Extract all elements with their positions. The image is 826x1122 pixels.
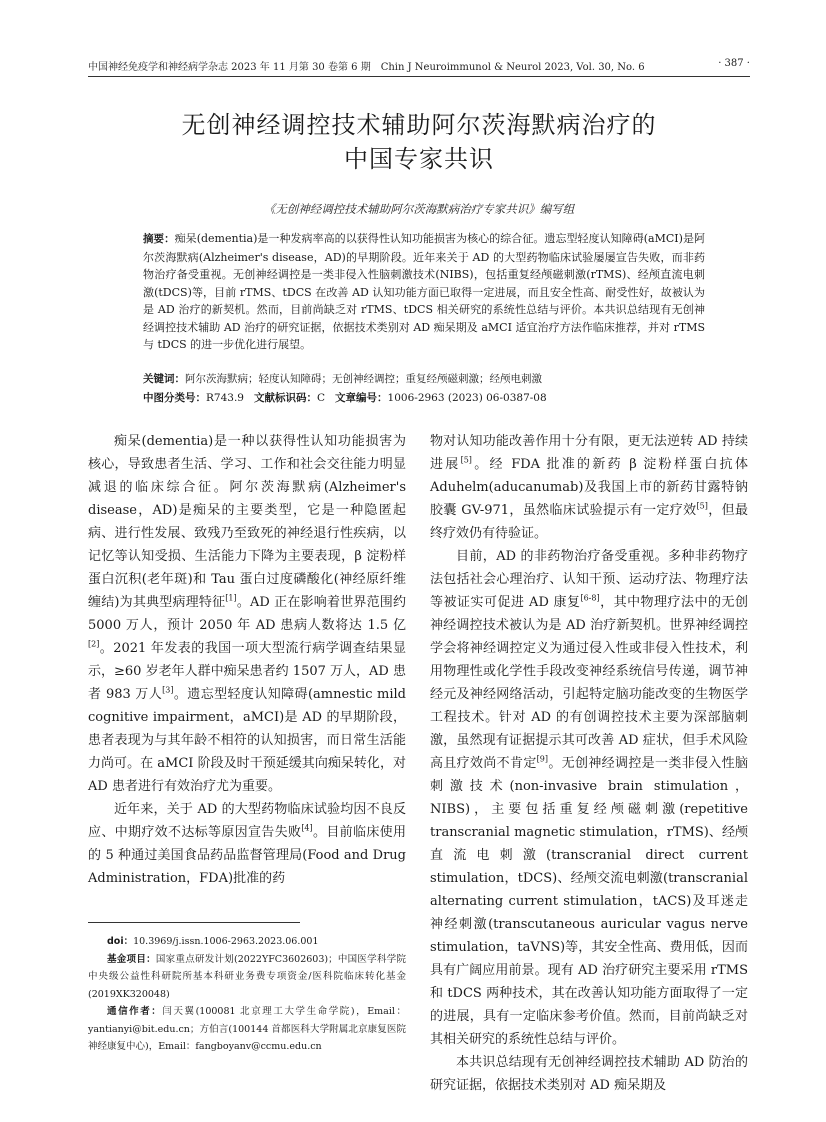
keywords	[143, 370, 705, 388]
keywords-text: 阿尔茨海默病；轻度认知障碍；无创神经调控；重复经颅磁刺激；经颅电刺激	[185, 373, 542, 385]
classification-line	[143, 389, 705, 407]
article-number-label: 文章编号：	[335, 392, 388, 404]
article-number-value: 1006-2963 (2023) 06-0387-08	[387, 392, 547, 404]
footnote-rule	[88, 922, 300, 923]
left-paragraph-2: 近年来，关于 AD 的大型药物临床试验均因不良反应、中期疗效不达标等原因宣告失败[4]。目前临床使用的 5 种通过美国食品药品监督管理局(Food and Drug Administration，FDA)批准的药	[88, 802, 406, 886]
citation-4[interactable]: [4]	[301, 823, 313, 833]
doi-line: doi：10.3969/j.issn.1006-2963.2023.06.001	[107, 936, 319, 947]
footnotes	[88, 933, 406, 1056]
left-column	[88, 430, 406, 890]
journal-citation: 中国神经免疫学和神经病学杂志 2023 年 11 月第 30 卷第 6 期 Chin J Neuroimmunol & Neurol 2023, Vol. 30, No. 6	[88, 62, 645, 73]
clc-value: R743.9	[206, 392, 244, 404]
citation-9[interactable]: [9]	[536, 754, 548, 764]
clc-label: 中图分类号：	[143, 392, 206, 404]
citation-6-8[interactable]: [6-8]	[580, 593, 600, 603]
doc-code-label: 文献标识码：	[253, 392, 317, 404]
right-paragraph-2: 目前，AD 的非药物治疗备受重视。多种非药物疗法包括社会心理治疗、认知干预、运动疗法、物理疗法等被证实可促进 AD 康复[6-8]，其中物理疗法中的无创神经调控技术被认为是 AD 治疗新契机。世界神经调控学会将神经调控定义为通过侵入性或非侵入性技术，利用物理性或化学性手段改变神经系统信号传递，调节神经元及神经网络活动，引起特定脑功能改变的生物医学工程技术。针对 AD 的有创调控技术主要为深部脑刺激，虽然现有证据提示其可改善 AD 症状，但手术风险高且疗效尚不肯定[9]。无创神经调控是一类非侵入性脑刺激技术(non-invasive brain stimulation，NIBS)，主要包括重复经颅磁刺激(repetitive transcranial magnetic stimulation，rTMS)、经颅直流电刺激(transcranial direct current stimulation，tDCS)、经颅交流电刺激(transcranial alternating current stimulation，tACS)及耳迷走神经刺激(transcutaneous auricular vagus nerve stimulation，taVNS)等，其安全性高、费用低，因而具有广阔应用前景。现有 AD 治疗研究主要采用 rTMS 和 tDCS 两种技术，其在改善认知功能方面取得了一定的进展，具有一定临床参考价值。然而，目前尚缺乏对其相关研究的系统性总结与评价。	[430, 549, 748, 1047]
doi-value[interactable]: 10.3969/j.issn.1006-2963.2023.06.001	[133, 936, 319, 947]
citation-1[interactable]: [1]	[225, 593, 237, 603]
right-paragraph-3: 本共识总结现有无创神经调控技术辅助 AD 防治的研究证据，依据技术类别对 AD 痴呆期及	[430, 1055, 748, 1093]
funding-line: 基金项目：国家重点研发计划(2022YFC3602603)；中国医学科学院中央级公益性科研院所基本科研业务费专项资金/医科院临床转化基金(2019XK320048)	[88, 953, 406, 1000]
citation-5b[interactable]: [5]	[696, 501, 708, 511]
citation-2[interactable]: [2]	[88, 639, 100, 649]
right-paragraph-1: 物对认知功能改善作用十分有限，更无法逆转 AD 持续进展[5]。经 FDA 批准的新药 β 淀粉样蛋白抗体 Aduhelm(aducanumab)及我国上市的新药甘露特钠胶囊 GV-971，虽然临床试验提示有一定疗效[5]，但最终疗效仍有待验证。	[430, 434, 748, 541]
title-line-1: 无创神经调控技术辅助阿尔茨海默病治疗的	[181, 111, 657, 139]
citation-3[interactable]: [3]	[162, 685, 174, 695]
citation-5[interactable]: [5]	[460, 455, 472, 465]
corresponding-author-line: 通信作者：闫天翼(100081 北京理工大学生命学院)，Email：yantianyi@bit.edu.cn；方伯言(100144 首都医科大学附属北京康复医院神经康复中心)，Email：fangboyanv@ccmu.edu.cn	[88, 1006, 406, 1052]
keywords-label: 关键词：	[143, 373, 185, 385]
doc-code-value: C	[316, 392, 326, 404]
author-group: 《无创神经调控技术辅助阿尔茨海默病治疗专家共识》编写组	[263, 202, 575, 216]
article-title	[88, 108, 750, 176]
running-header	[88, 58, 750, 73]
abstract	[143, 230, 705, 354]
right-column	[430, 430, 748, 1097]
header-rule	[88, 76, 750, 77]
title-line-2: 中国专家共识	[344, 145, 494, 173]
abstract-label: 摘要：	[143, 233, 175, 245]
abstract-text: 痴呆(dementia)是一种发病率高的以获得性认知功能损害为核心的综合征。遗忘型轻度认知障碍(aMCI)是阿尔茨海默病(Alzheimer's disease，AD)的早期阶段。近年来关于 AD 的大型药物临床试验屡屡宣告失败，而非药物治疗备受重视。无创神经调控是一类非侵入性脑刺激技术(NIBS)，包括重复经颅磁刺激(rTMS)、经颅直流电刺激(tDCS)等，目前 rTMS、tDCS 在改善 AD 认知功能方面已取得一定进展，而且安全性高、耐受性好，故被认为是 AD 治疗的新契机。然而，目前尚缺乏对 rTMS、tDCS 相关研究的系统性总结与评价。本共识总结现有无创神经调控技术辅助 AD 治疗的研究证据，依据技术类别对 AD 痴呆期及 aMCI 适宜治疗方法作临床推荐，并对 rTMS 与 tDCS 的进一步优化进行展望。	[143, 232, 705, 351]
page-number: · 387 ·	[718, 58, 750, 69]
left-paragraph-1: 痴呆(dementia)是一种以获得性认知功能损害为核心，导致患者生活、学习、工作和社会交往能力明显减退的临床综合征。阿尔茨海默病(Alzheimer's disease，AD)是痴呆的主要类型，它是一种隐匿起病、进行性发展、致残乃至致死的神经退行性疾病，以记忆等认知受损、生活能力下降为主要表现，β 淀粉样蛋白沉积(老年斑)和 Tau 蛋白过度磷酸化(神经原纤维缠结)为其典型病理特征[1]。AD 正在影响着世界范围约 5000 万人，预计 2050 年 AD 患病人数将达 1.5 亿[2]。2021 年发表的我国一项大型流行病学调查结果显示，≥60 岁老年人群中痴呆患者约 1507 万人，AD 患者 983 万人[3]。遗忘型轻度认知障碍(amnestic mild cognitive impairment，aMCI)是 AD 的早期阶段，患者表现为与其年龄不相符的认知损害，而日常生活能力尚可。在 aMCI 阶段及时干预延缓其向痴呆转化，对 AD 患者进行有效治疗尤为重要。	[88, 434, 407, 794]
